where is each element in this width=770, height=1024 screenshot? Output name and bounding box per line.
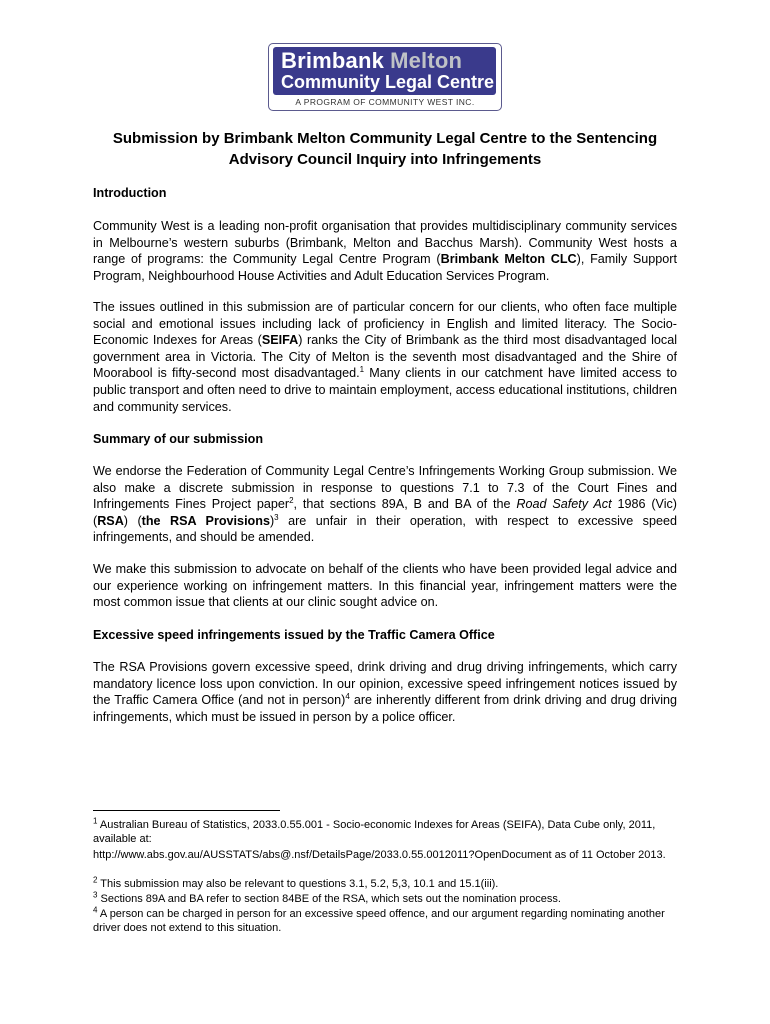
section-heading: Introduction — [93, 186, 167, 200]
organisation-logo — [268, 43, 502, 111]
footnote-text: Sections 89A and BA refer to section 84BE of the RSA, which sets out the nomination process. — [97, 893, 561, 905]
text-bold: Brimbank Melton CLC — [440, 252, 577, 267]
text-run: Many clients in our catchment have limited access to public transport and often need to drive to maintain employment, access educational institutions, children and community services. — [93, 366, 677, 414]
text-bold: SEIFA — [261, 333, 299, 348]
footnote-number: 1 — [93, 816, 98, 826]
footnote-number: 4 — [93, 905, 98, 915]
logo-tagline: A PROGRAM OF COMMUNITY WEST INC. — [295, 97, 475, 107]
intro-paragraph-1 — [93, 218, 677, 284]
footnote-2 — [93, 877, 677, 891]
document-title: Submission by Brimbank Melton Community Legal Centre to the Sentencing Advisory Council Inquiry into Infringements — [112, 130, 658, 168]
text-run: are unfair in their operation, with respect to excessive speed infringements, and should be amended. — [93, 513, 677, 545]
footnote-text: This submission may also be relevant to questions 3.1, 5.2, 5,3, 10.1 and 15.1(iii). — [97, 878, 499, 890]
logo-band — [273, 47, 496, 95]
text-run: Community West is a leading non-profit organisation that provides multidisciplinary community services in Melbourne’s western suburbs (Brimbank, Melton and Bacchus Marsh). Community West hosts a range of programs: the Community Legal Centre Program ( — [93, 219, 677, 267]
footnote-text: Australian Bureau of Statistics, 2033.0.55.001 - Socio-economic Indexes for Areas (SEIFA), Data Cube only, 2011, available at: — [93, 819, 656, 846]
text-run: ), Family Support Program, Neighbourhood House Activities and Adult Education Services Program. — [93, 252, 677, 283]
footnote-number: 2 — [93, 875, 98, 885]
footnote-text: A person can be charged in person for an excessive speed offence, and our argument regarding nominating another driver does not extend to this situation. — [93, 908, 665, 935]
footnote-3 — [93, 892, 677, 906]
text-bold: the RSA Provisions — [141, 513, 270, 528]
section-heading: Excessive speed infringements issued by the Traffic Camera Office — [93, 628, 495, 642]
text-run: , that sections 89A, B and BA of the — [293, 497, 517, 512]
footnote-number: 3 — [93, 890, 98, 900]
text-italic: Road Safety Act — [516, 497, 612, 512]
text-run: We endorse the Federation of Community Legal Centre’s Infringements Working Group submission. We also make a discrete submission in response to questions 7.1 to 7.3 of the Court Fines and Infringements Fines Project paper — [93, 464, 677, 512]
section-heading: Summary of our submission — [93, 432, 264, 446]
logo-line2: Community Legal Centre — [281, 72, 495, 92]
logo-word-brimbank: Brimbank — [281, 48, 385, 73]
intro-paragraph-2 — [93, 299, 677, 415]
introduction-heading — [93, 185, 677, 202]
text-run: The issues outlined in this submission are of particular concern for our clients, who often face multiple social and emotional issues including lack of proficiency in English and limited literacy. The Socio-Economic Indexes for Areas ( — [93, 300, 677, 348]
footnote-ref: 2 — [289, 496, 294, 505]
summary-paragraph-2: We make this submission to advocate on behalf of the clients who have been provided legal advice and our experience working on infringement matters. In this financial year, infringement matters were the most common issue that clients at our clinic sought advice on. — [93, 562, 677, 610]
summary-heading — [93, 431, 677, 448]
excessive-paragraph-1 — [93, 659, 677, 725]
text-run: are inherently different from drink driving and drug driving infringements, which must be issued in person by a police officer. — [93, 693, 678, 724]
footnote-separator — [93, 810, 280, 811]
footnote-1 — [93, 818, 677, 847]
footnote-ref: 4 — [345, 692, 350, 701]
footnote-ref: 1 — [359, 365, 365, 375]
footnote-ref: 3 — [274, 512, 279, 522]
footnote-1-url — [93, 848, 677, 862]
text-run: The RSA Provisions govern excessive speed, drink driving and drug driving infringements, which carry mandatory licence loss upon conviction. In our opinion, excessive speed infringement notices issued by the Traffic Camera Office (and not in person) — [93, 660, 677, 708]
logo-word-melton: Melton — [390, 48, 463, 73]
text-run: ) ( — [123, 513, 142, 528]
text-run: ) ranks the City of Brimbank as the third most disadvantaged local government area in Victoria. The City of Melton is the seventh most disadvantaged and the Shire of Moorabool is fifty-second most disadvantaged. — [93, 333, 677, 381]
text-bold: RSA — [97, 513, 124, 528]
summary-paragraph-1 — [93, 463, 677, 546]
text-run: ) — [269, 513, 275, 528]
logo-line1 — [281, 49, 462, 73]
excessive-heading — [93, 627, 677, 644]
footnote-text: http://www.abs.gov.au/AUSSTATS/abs@.nsf/DetailsPage/2033.0.55.0012011?OpenDocument as of 11 October 2013. — [93, 849, 666, 861]
footnote-4 — [93, 907, 677, 936]
text-run: 1986 (Vic) ( — [93, 497, 677, 528]
